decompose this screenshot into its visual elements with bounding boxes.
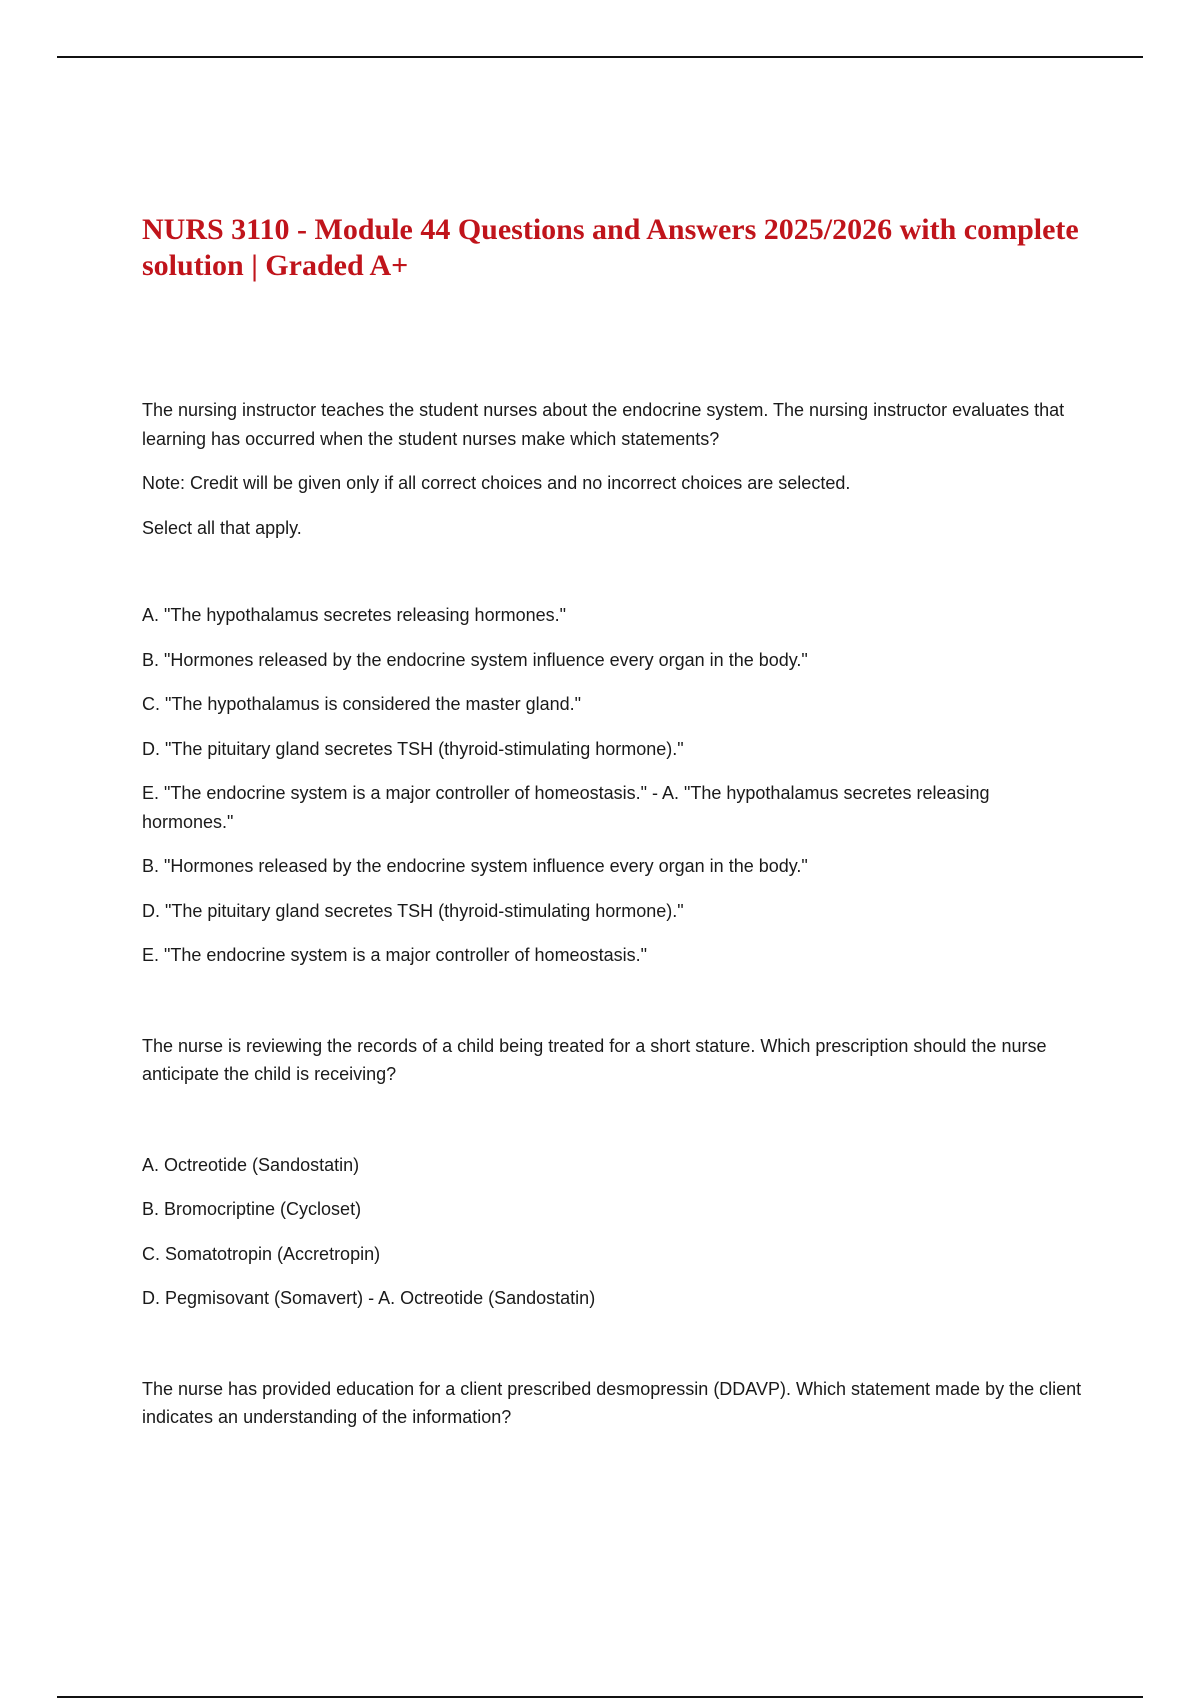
option-line: D. Pegmisovant (Somavert) - A. Octreotide (Sandostatin) [142,1288,596,1308]
question-2 [142,1032,1082,1313]
header-rule [57,56,1143,58]
question-note: Note: Credit will be given only if all correct choices and no incorrect choices are selected. [142,473,851,493]
question-stem: The nurse has provided education for a client prescribed desmopressin (DDAVP). Which statement made by the client indicates an understanding of the information? [142,1378,1082,1427]
document-title: NURS 3110 - Module 44 Questions and Answers 2025/2026 with complete solution | Graded A+ [142,213,1079,282]
answer-line: D. "The pituitary gland secretes TSH (thyroid-stimulating hormone)." [142,900,684,921]
answer-line: B. "Hormones released by the endocrine system influence every organ in the body." [142,856,808,876]
option-line: B. Bromocriptine (Cycloset) [142,1199,362,1219]
option-line: B. "Hormones released by the endocrine system influence every organ in the body." [142,649,808,670]
question-options [142,601,1082,970]
option-line: D. "The pituitary gland secretes TSH (thyroid-stimulating hormone)." [142,738,684,759]
answer-line: E. "The endocrine system is a major controller of homeostasis." [142,945,647,965]
option-line: A. "The hypothalamus secretes releasing hormones." [142,605,566,625]
question-stem: The nursing instructor teaches the student nurses about the endocrine system. The nursing instructor evaluates that learning has occurred when the student nurses make which statements? [142,400,1065,449]
option-line: C. "The hypothalamus is considered the master gland." [142,694,582,714]
document-page [142,212,1082,1448]
option-line: A. Octreotide (Sandostatin) [142,1154,360,1175]
question-options [142,1151,1082,1313]
question-1 [142,396,1082,970]
option-line: C. Somatotropin (Accretropin) [142,1243,381,1264]
question-stem: The nurse is reviewing the records of a child being treated for a short stature. Which prescription should the nurse anticipate the child is receiving? [142,1035,1047,1084]
question-instruction: Select all that apply. [142,517,302,538]
option-line: E. "The endocrine system is a major controller of homeostasis." - A. "The hypothalamus secretes releasing hormones." [142,783,990,832]
question-3 [142,1375,1082,1432]
footer-rule [57,1696,1143,1698]
